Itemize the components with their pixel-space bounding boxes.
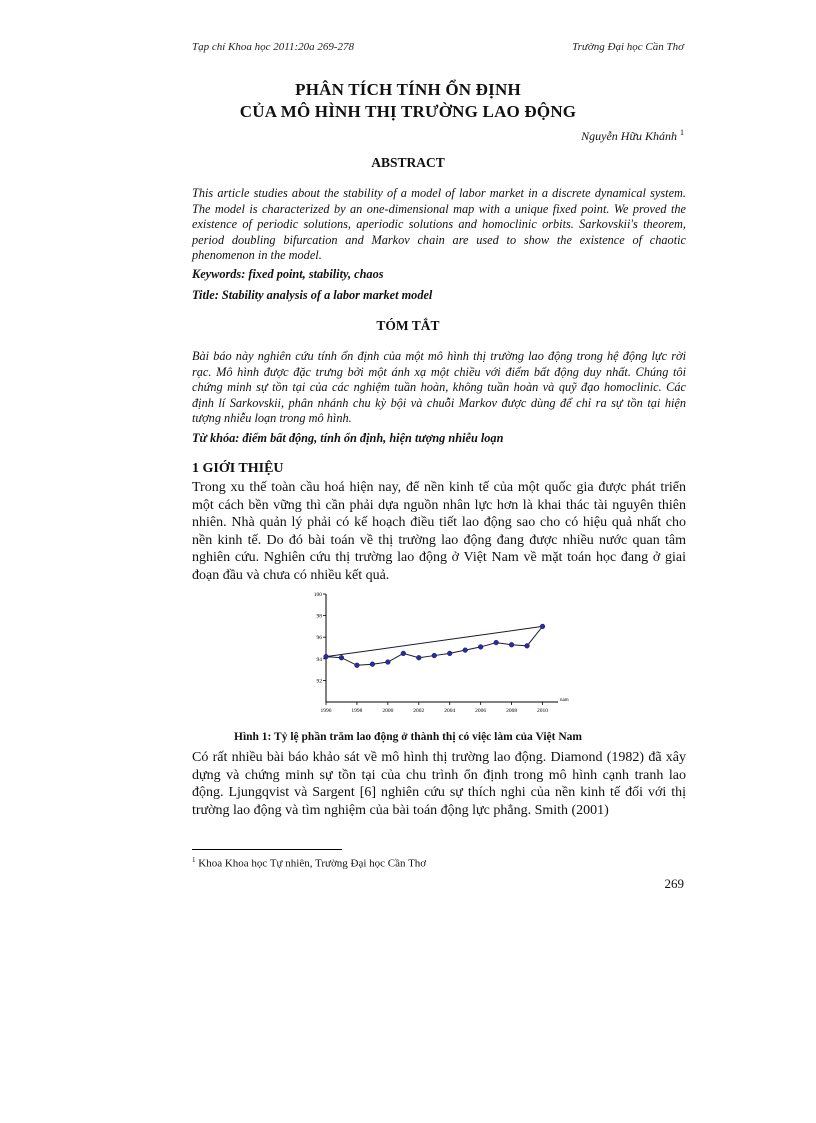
employment-chart [300, 588, 580, 720]
trend-line [326, 626, 543, 656]
y-tick-label: 94 [316, 656, 322, 663]
footnote-text: Khoa Khoa học Tự nhiên, Trường Đại học Cần Thơ [198, 857, 427, 870]
tomtat-heading: TÓM TẮT [376, 318, 440, 333]
x-tick-label: 2002 [413, 708, 425, 714]
university-header: Trường Đại học Cần Thơ [572, 41, 684, 53]
data-point [525, 643, 530, 648]
tomtat-keywords: Từ khóa: điểm bất động, tính ổn định, hiện tượng nhiễu loạn [192, 431, 504, 445]
data-point [432, 653, 437, 658]
data-point [339, 655, 344, 660]
x-tick-label: 2008 [506, 708, 518, 714]
page-number: 269 [664, 876, 684, 891]
x-axis-label: nam [560, 698, 569, 703]
x-tick-label: 2000 [382, 708, 394, 714]
figure-caption: Hình 1: Tỷ lệ phần trăm lao động ở thành thị có việc làm của Việt Nam [234, 731, 582, 743]
data-point [385, 660, 390, 665]
data-point [478, 645, 483, 650]
chart-marks [324, 624, 545, 668]
data-point [370, 662, 375, 667]
x-tick-label: 2004 [444, 708, 456, 714]
x-tick-label: 2010 [537, 708, 549, 714]
y-tick-label: 96 [316, 635, 322, 642]
y-tick-label: 92 [316, 678, 322, 685]
y-tick-label: 100 [313, 592, 322, 598]
x-tick-label: 1996 [320, 708, 332, 714]
abstract-heading: ABSTRACT [371, 155, 445, 170]
title-line-2: CỦA MÔ HÌNH THỊ TRƯỜNG LAO ĐỘNG [239, 102, 577, 121]
title-line-1: PHÂN TÍCH TÍNH ỔN ĐỊNH [295, 80, 521, 99]
intro-paragraph-1: Trong xu thế toàn cầu hoá hiện nay, để nền kinh tế của một quốc gia được phát triển một cách bền vững thì cần phải dựa nguồn nhân lực hơn là khai thác tài nguyên thiên nhiên. Nhà quản lý phải có kế hoạch điều tiết lao động sao cho có hiệu quả nhất cho nền kinh tế. Do đó bài toán về thị trường lao động đang được nhiều nước quan tâm nghiên cứu. Nghiên cứu thị trường lao động ở Việt Nam về mặt toán học đang ở giai đoạn đầu và chưa có nhiều kết quả. [192, 480, 686, 583]
journal-header: Tạp chí Khoa học 2011:20a 269-278 [192, 41, 355, 53]
data-point [494, 640, 499, 645]
tomtat-text: Bài báo này nghiên cứu tính ổn định của một mô hình thị trường lao động trong hệ động lực rời rạc. Mô hình được đặc trưng bởi một ánh xạ một chiều với điểm bất động duy nhất. Chúng tôi chứng minh sự tồn tại của các nghiệm tuần hoàn, không tuần hoàn và quỹ đạo homoclinic. Các định lí Sarkovskii, phân nhánh chu kỳ bội và chuỗi Markov được dùng để chỉ ra sự tồn tại hiện tượng nhiễu loạn trong mô hình. [192, 349, 686, 426]
footnote [192, 856, 426, 870]
x-tick-label: 1998 [351, 708, 363, 714]
abstract-keywords: Keywords: fixed point, stability, chaos [192, 267, 384, 281]
intro-paragraph-2: Có rất nhiều bài báo khảo sát về mô hình thị trường lao động. Diamond (1982) đã xây dựng và chứng minh sự tồn tại của chu trình ổn định trong mô hình cạnh tranh lao động. Ljungqvist và Sargent [6] nghiên cứu sự thích nghi của nền kinh tế đối với thị trường lao động và tìm nghiệm của bài toán động lực phẳng. Smith (2001) [192, 750, 686, 818]
abstract-title: Title: Stability analysis of a labor market model [192, 288, 433, 302]
data-point [463, 648, 468, 653]
footnote-mark: 1 [192, 856, 196, 864]
data-point [355, 663, 360, 668]
x-tick-label: 2006 [475, 708, 487, 714]
data-point [324, 654, 329, 659]
data-point [401, 651, 406, 656]
author [581, 128, 684, 144]
author-footnote-mark: 1 [680, 128, 684, 137]
section-1-heading: 1 GIỚI THIỆU [192, 461, 284, 476]
abstract-text: This article studies about the stability of a model of labor market in a discrete dynamical system. The model is characterized by an one-dimensional map with a unique fixed point. We proved the existence of periodic solutions, aperiodic solutions and homoclinic orbits. Sarkovskii's theorem, period doubling bifurcation and Markov chain are used to show the existence of chaotic phenomenon in the model. [192, 186, 686, 263]
footnote-rule [192, 849, 342, 850]
data-point [540, 624, 545, 629]
data-point [509, 642, 514, 647]
data-point [447, 651, 452, 656]
author-name: Nguyễn Hữu Khánh [581, 129, 677, 143]
y-tick-label: 98 [316, 613, 322, 620]
data-point [416, 655, 421, 660]
